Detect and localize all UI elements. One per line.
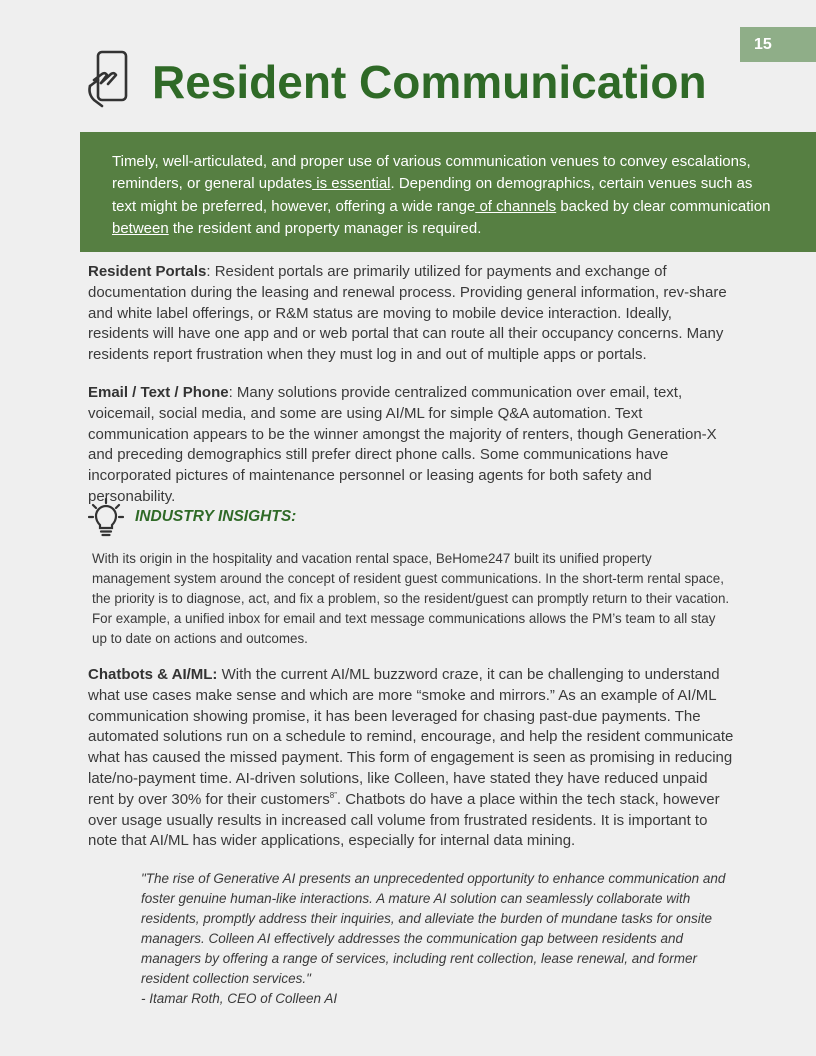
pull-quote — [141, 869, 731, 1009]
chatbots-paragraph — [88, 665, 736, 852]
resident-portals-paragraph — [88, 262, 736, 366]
intro-banner — [80, 132, 816, 252]
email-text-phone-text: : Many solutions provide centralized communication over email, text, voicemail, social media, and some are using AI/ML for simple Q&A automation. Text communication appears to be the winner amongst the majority of renters, though Generation-X and preceding demographics still prefer direct phone calls. Some communications have incorporated pictures of maintenance personnel or leasing agents for both safety and personability. — [88, 384, 717, 505]
banner-text-2: . Depending on demographics, certain venues such as text might be preferred, however, offering a wide range — [112, 175, 753, 215]
banner-text-3: backed by clear communication — [556, 197, 771, 215]
chatbots-text-1: With the current AI/ML buzzword craze, it can be challenging to understand what use cases make sense and which are more “smoke and mirrors.” As an example of AI/ML communication showing promise, it has been leveraged for chasing past-due payments. The automated solutions run on a schedule to remind, encourage, and help the resident communicate what has caused the missed payment. This form of engagement is seen as promising in reducing late/no-payment time. AI-driven solutions, like Colleen, have stated they have reduced unpaid rent by over 30% for their customers — [88, 666, 734, 808]
industry-insights-label: INDUSTRY INSIGHTS: — [135, 508, 297, 525]
page-number: 15 — [740, 27, 816, 62]
email-text-phone-heading: Email / Text / Phone — [88, 384, 229, 401]
banner-underline-3: between — [112, 220, 169, 238]
quote-attribution: - Itamar Roth, CEO of Colleen AI — [141, 991, 338, 1006]
industry-insights-text: With its origin in the hospitality and vacation rental space, BeHome247 built its unified property management system around the concept of resident guest communications. In the short-term rental space, the priority is to diagnose, act, and fix a problem, so the resident/guest can promptly return to their vacation. For example, a unified inbox for email and text message communications allows the PM’s team to all stay up to date on actions and outcomes. — [92, 551, 730, 646]
banner-text-4: the resident and property manager is required. — [168, 220, 482, 238]
footnote-marker: 8” — [329, 790, 337, 800]
hand-phone-icon — [84, 50, 132, 108]
page-title: Resident Communication — [152, 56, 707, 108]
resident-portals-text: : Resident portals are primarily utilized for payments and exchange of documentation during the leasing and renewal process. Providing general information, rev-share and white label offerings, or R&M status are moving to mobile device interaction. Ideally, residents will have one app and or web portal that can route all their occupancy concerns. Many residents report frustration when they must log in and out of multiple apps or portals. — [88, 263, 727, 364]
chatbots-text-2: . Chatbots do have a place within the tech stack, however over usage usually results in increased call volume from frustrated residents. It is important to note that AI/ML has wider applications, especially for internal data mining. — [88, 790, 720, 850]
resident-portals-heading: Resident Portals — [88, 263, 207, 280]
banner-underline-1: is essential — [312, 175, 391, 193]
email-text-phone-paragraph — [88, 383, 736, 508]
lightbulb-icon — [88, 498, 124, 538]
quote-text: "The rise of Generative AI presents an unprecedented opportunity to enhance communication and foster genuine human-like interactions. A mature AI solution can seamlessly collaborate with residents, promptly address their inquiries, and alleviate the burden of mundane tasks for onsite managers. Colleen AI effectively addresses the communication gap between residents and managers by offering a range of services, including rent collection, lease renewal, and former resident collection services." — [141, 871, 726, 986]
banner-text-1: Timely, well-articulated, and proper use of various communication venues to convey escalations, reminders, or general updates — [112, 153, 751, 193]
chatbots-heading: Chatbots & AI/ML: — [88, 666, 218, 683]
banner-underline-2: of channels — [475, 197, 557, 215]
